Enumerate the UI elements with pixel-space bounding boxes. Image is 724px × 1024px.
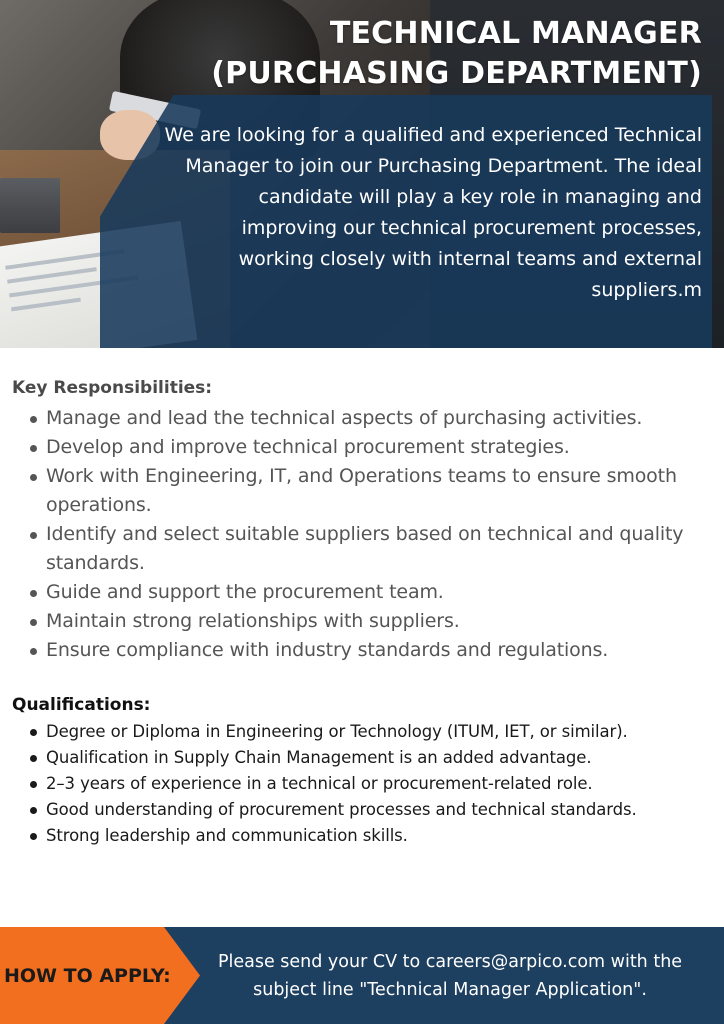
responsibilities-heading: Key Responsibilities: <box>12 378 213 398</box>
list-item: Manage and lead the technical aspects of purchasing activities. <box>12 404 717 433</box>
list-item: 2–3 years of experience in a technical or procurement-related role. <box>12 771 712 797</box>
list-item: Guide and support the procurement team. <box>12 578 717 607</box>
job-intro: We are looking for a qualified and experienced Technical Manager to join our Purchasing Department. The ideal candidate will play a key role in managing and improving our technical procurement processes, working closely with internal teams and external suppliers.m <box>164 124 702 301</box>
list-item: Qualification in Supply Chain Management is an added advantage. <box>12 745 712 771</box>
qualifications-heading: Qualifications: <box>12 695 151 715</box>
list-item: Work with Engineering, IT, and Operations teams to ensure smooth operations. <box>12 462 717 520</box>
responsibilities-list <box>12 404 717 665</box>
list-item: Maintain strong relationships with suppliers. <box>12 607 717 636</box>
list-item: Strong leadership and communication skills. <box>12 823 712 849</box>
qualifications-list <box>12 719 712 849</box>
apply-instructions: Please send your CV to careers@arpico.com with the subject line "Technical Manager Application". <box>217 951 683 1000</box>
list-item: Good understanding of procurement processes and technical standards. <box>12 797 712 823</box>
apply-label: HOW TO APPLY: <box>4 964 171 987</box>
job-title: TECHNICAL MANAGER (PURCHASING DEPARTMENT) <box>211 16 702 91</box>
apply-footer <box>0 927 724 1024</box>
list-item: Ensure compliance with industry standards and regulations. <box>12 636 717 665</box>
hero-photo-laptop <box>0 178 60 233</box>
hero-banner <box>0 0 724 348</box>
list-item: Degree or Diploma in Engineering or Technology (ITUM, IET, or similar). <box>12 719 712 745</box>
list-item: Identify and select suitable suppliers based on technical and quality standards. <box>12 520 717 578</box>
list-item: Develop and improve technical procurement strategies. <box>12 433 717 462</box>
